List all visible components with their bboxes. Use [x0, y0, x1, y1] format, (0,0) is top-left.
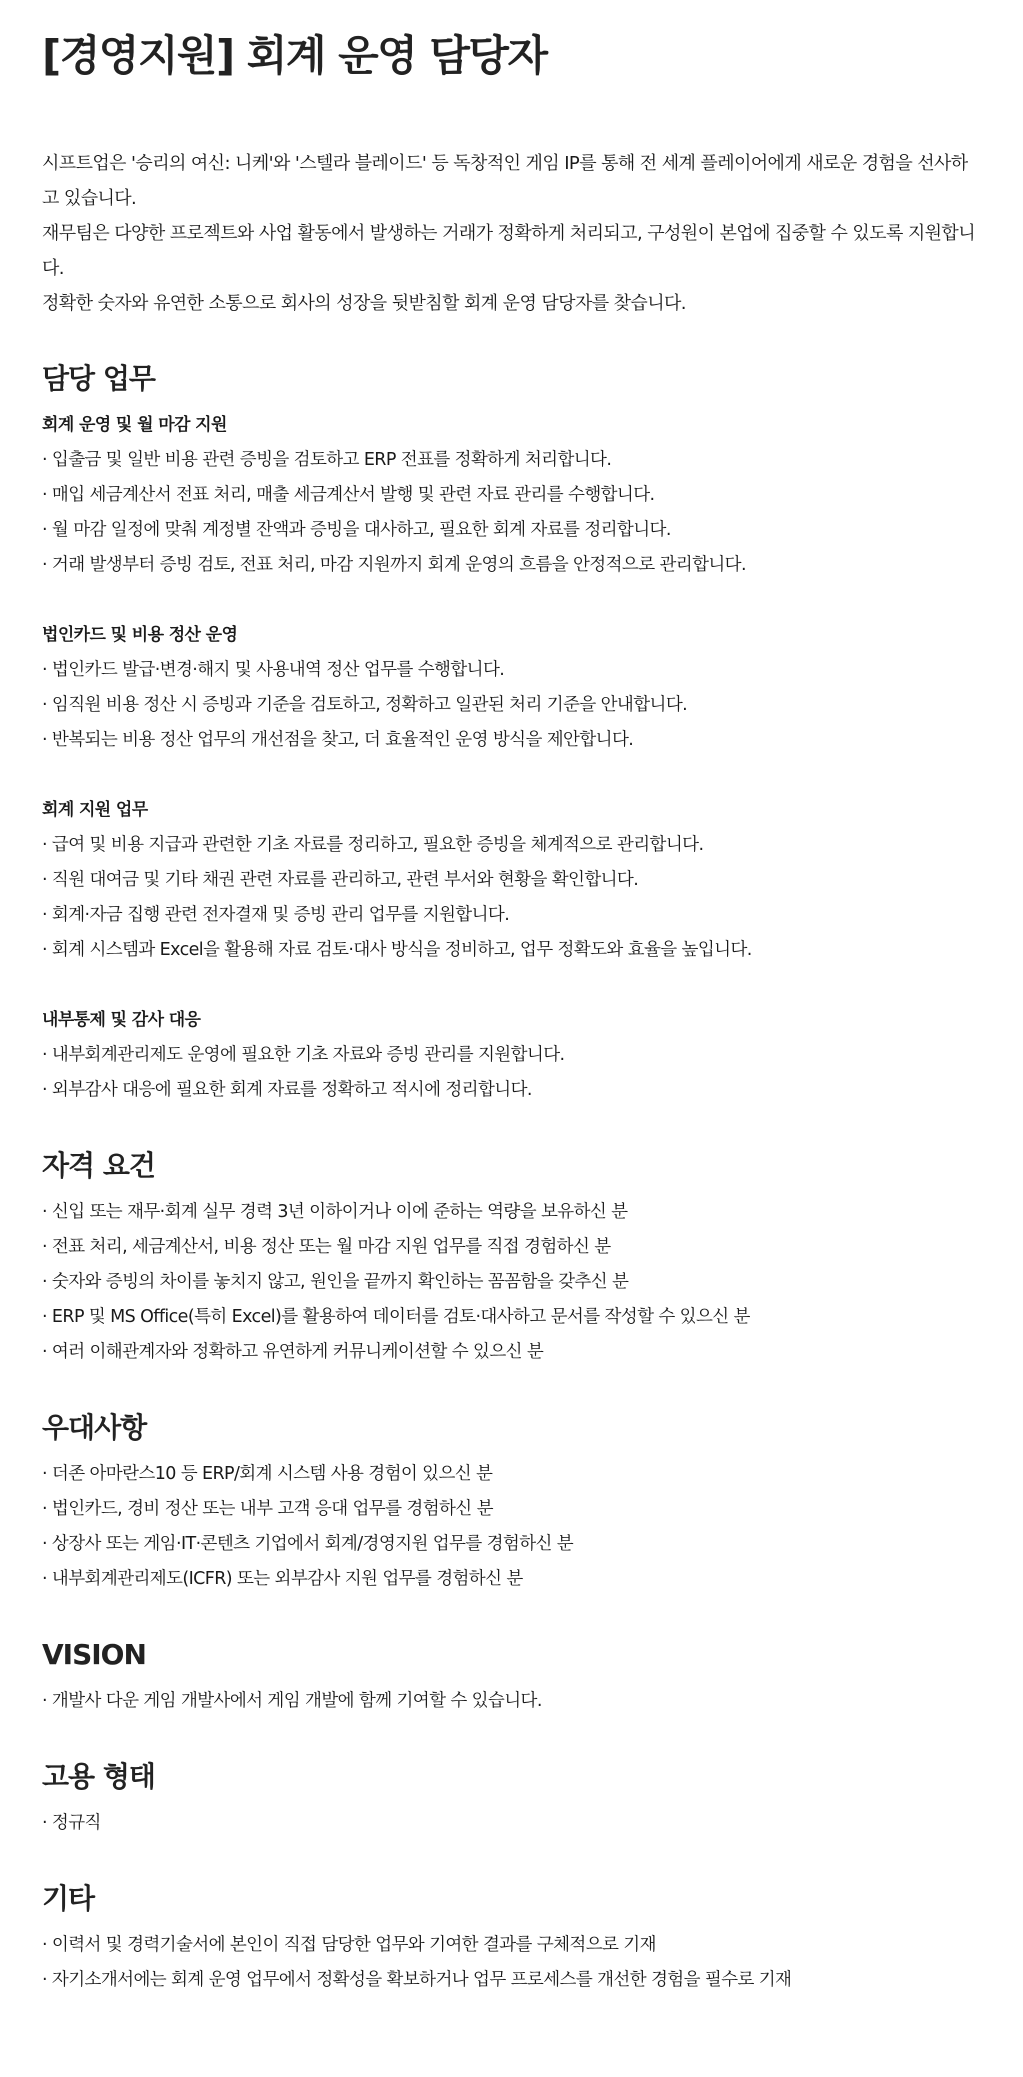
duties-group-support [42, 793, 981, 968]
etc-section [42, 1879, 981, 1998]
subsection-title: 법인카드 및 비용 정산 운영 [42, 625, 238, 645]
qualifications-section [42, 1146, 981, 1370]
list-item: · 회계·자금 집행 관련 전자결재 및 증빙 관리 업무를 지원합니다. [42, 905, 510, 925]
section-title: 우대사항 [42, 1411, 147, 1444]
section-title: 기타 [42, 1882, 95, 1915]
list-item: · 반복되는 비용 정산 업무의 개선점을 찾고, 더 효율적인 운영 방식을 제안합니다. [42, 730, 634, 750]
preferred-section [42, 1408, 981, 1597]
page-title: [경영지원] 회계 운영 담당자 [42, 31, 547, 80]
duties-section [42, 359, 981, 1108]
list-item: · 내부회계관리제도(ICFR) 또는 외부감사 지원 업무를 경험하신 분 [42, 1569, 523, 1589]
list-item: · 더존 아마란스10 등 ERP/회계 시스템 사용 경험이 있으신 분 [42, 1464, 493, 1484]
list-item: · 자기소개서에는 회계 운영 업무에서 정확성을 확보하거나 업무 프로세스를 개선한 경험을 필수로 기재 [42, 1970, 792, 1990]
list-item: · 숫자와 증빙의 차이를 놓치지 않고, 원인을 끝까지 확인하는 꼼꼼함을 갖추신 분 [42, 1272, 629, 1292]
list-item: · 이력서 및 경력기술서에 본인이 직접 담당한 업무와 기여한 결과를 구체적으로 기재 [42, 1935, 656, 1955]
intro-paragraph: 재무팀은 다양한 프로젝트와 사업 활동에서 발생하는 거래가 정확하게 처리되고, 구성원이 본업에 집중할 수 있도록 지원합니다. [42, 223, 976, 279]
list-item: · 신입 또는 재무·회계 실무 경력 3년 이하이거나 이에 준하는 역량을 보유하신 분 [42, 1202, 628, 1222]
list-item: · 입출금 및 일반 비용 관련 증빙을 검토하고 ERP 전표를 정확하게 처리합니다. [42, 450, 612, 470]
list-item: · 법인카드 발급·변경·해지 및 사용내역 정산 업무를 수행합니다. [42, 660, 505, 680]
list-item: · 여러 이해관계자와 정확하고 유연하게 커뮤니케이션할 수 있으신 분 [42, 1342, 544, 1362]
duties-group-audit [42, 1003, 981, 1108]
intro-paragraph: 시프트업은 '승리의 여신: 니케'와 '스텔라 블레이드' 등 독창적인 게임 IP를 통해 전 세계 플레이어에게 새로운 경험을 선사하고 있습니다. [42, 153, 968, 209]
section-title: 담당 업무 [42, 362, 155, 395]
list-item: · 직원 대여금 및 기타 채권 관련 자료를 관리하고, 관련 부서와 현황을 확인합니다. [42, 870, 639, 890]
duties-group-card [42, 618, 981, 758]
subsection-title: 회계 운영 및 월 마감 지원 [42, 415, 227, 435]
subsection-title: 회계 지원 업무 [42, 800, 148, 820]
list-item: · 법인카드, 경비 정산 또는 내부 고객 응대 업무를 경험하신 분 [42, 1499, 493, 1519]
list-item: · 매입 세금계산서 전표 처리, 매출 세금계산서 발행 및 관련 자료 관리를 수행합니다. [42, 485, 655, 505]
intro-paragraph: 정확한 숫자와 유연한 소통으로 회사의 성장을 뒷받침할 회계 운영 담당자를 찾습니다. [42, 293, 686, 314]
list-item: · 상장사 또는 게임·IT·콘텐츠 기업에서 회계/경영지원 업무를 경험하신 분 [42, 1534, 574, 1554]
list-item: · ERP 및 MS Office(특히 Excel)를 활용하여 데이터를 검토·대사하고 문서를 작성할 수 있으신 분 [42, 1307, 750, 1327]
list-item: · 정규직 [42, 1813, 101, 1833]
list-item: · 전표 처리, 세금계산서, 비용 정산 또는 월 마감 지원 업무를 직접 경험하신 분 [42, 1237, 611, 1257]
intro [42, 146, 981, 321]
list-item: · 거래 발생부터 증빙 검토, 전표 처리, 마감 지원까지 회계 운영의 흐름을 안정적으로 관리합니다. [42, 555, 746, 575]
list-item: · 임직원 비용 정산 시 증빙과 기준을 검토하고, 정확하고 일관된 처리 기준을 안내합니다. [42, 695, 688, 715]
list-item: · 회계 시스템과 Excel을 활용해 자료 검토·대사 방식을 정비하고, 업무 정확도와 효율을 높입니다. [42, 940, 752, 960]
employment-section [42, 1757, 981, 1841]
list-item: · 급여 및 비용 지급과 관련한 기초 자료를 정리하고, 필요한 증빙을 체계적으로 관리합니다. [42, 835, 704, 855]
list-item: · 월 마감 일정에 맞춰 계정별 잔액과 증빙을 대사하고, 필요한 회계 자료를 정리합니다. [42, 520, 671, 540]
list-item: · 개발사 다운 게임 개발사에서 게임 개발에 함께 기여할 수 있습니다. [42, 1691, 542, 1711]
section-title: 고용 형태 [42, 1760, 155, 1793]
section-title: 자격 요건 [42, 1149, 155, 1182]
vision-section [42, 1635, 981, 1719]
subsection-title: 내부통제 및 감사 대응 [42, 1010, 201, 1030]
duties-group-accounting [42, 408, 981, 583]
list-item: · 내부회계관리제도 운영에 필요한 기초 자료와 증빙 관리를 지원합니다. [42, 1045, 565, 1065]
section-title: VISION [42, 1638, 146, 1671]
list-item: · 외부감사 대응에 필요한 회계 자료를 정확하고 적시에 정리합니다. [42, 1080, 532, 1100]
